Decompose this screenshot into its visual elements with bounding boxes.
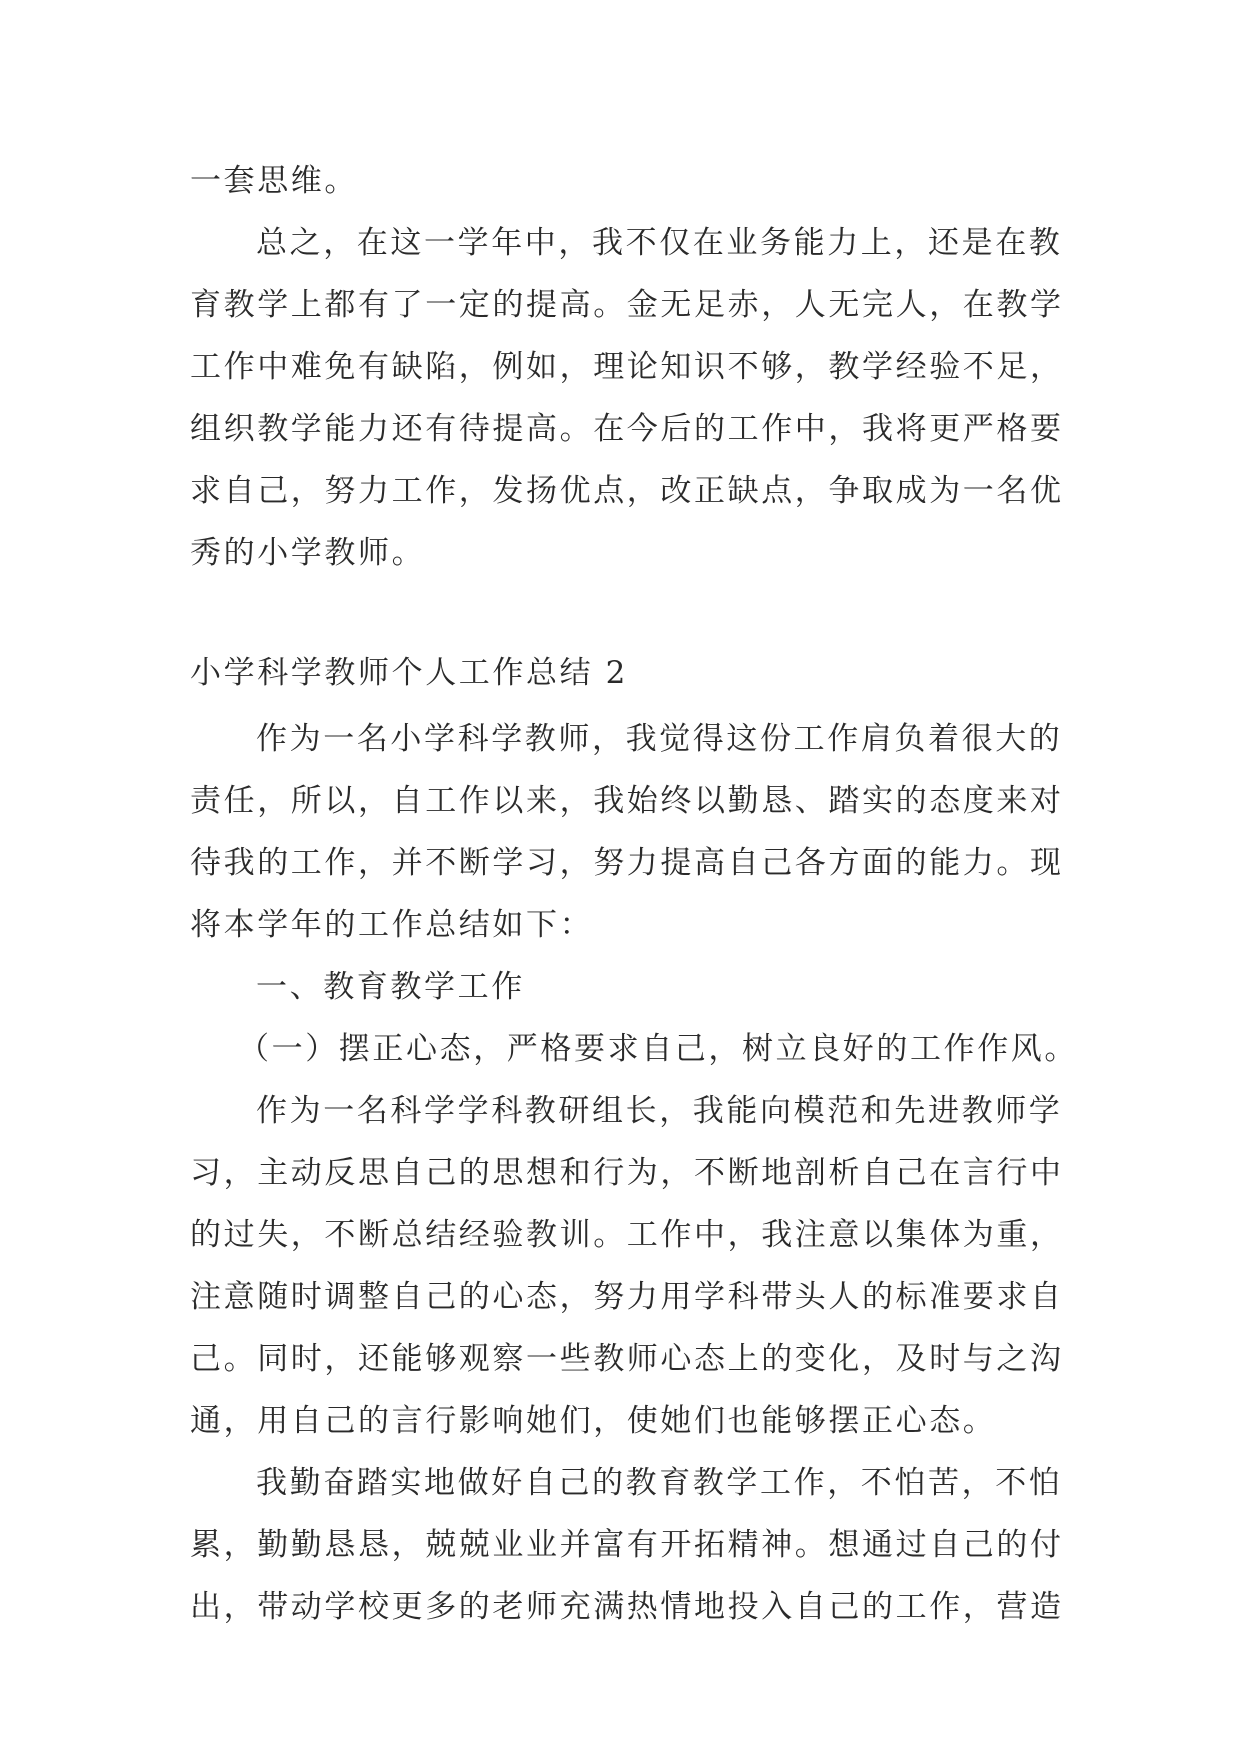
section-title: 小学科学教师个人工作总结 2 [190,655,628,691]
text-line: 累，勤勤恳恳，兢兢业业并富有开拓精神。想通过自己的付 [190,1527,1064,1563]
subheading: 一、教育教学工作 [256,969,525,1005]
text-line: 工作中难免有缺陷，例如，理论知识不够，教学经验不足， [190,349,1064,385]
paragraph-start: 我勤奋踏实地做好自己的教育教学工作，不怕苦，不怕 [256,1465,1063,1501]
text-line: 求自己，努力工作，发扬优点，改正缺点，争取成为一名优 [190,473,1064,509]
text-line: 责任，所以，自工作以来，我始终以勤恳、踏实的态度来对 [190,783,1064,819]
text-line: 注意随时调整自己的心态，努力用学科带头人的标准要求自 [190,1279,1064,1315]
text-line: 出，带动学校更多的老师充满热情地投入自己的工作，营造 [190,1589,1064,1625]
text-line: 通，用自己的言行影响她们，使她们也能够摆正心态。 [190,1403,997,1439]
text-line: 习，主动反思自己的思想和行为，不断地剖析自己在言行中 [190,1155,1064,1191]
subheading: （一）摆正心态，严格要求自己，树立良好的工作作风。 [238,1031,1078,1067]
document-body [190,150,1078,1638]
text-line: 秀的小学教师。 [190,535,426,571]
text-line: 组织教学能力还有待提高。在今后的工作中，我将更严格要 [190,411,1064,447]
paragraph-start: 作为一名小学科学教师，我觉得这份工作肩负着很大的 [256,721,1063,757]
paragraph-start: 作为一名科学学科教研组长，我能向模范和先进教师学 [256,1093,1063,1129]
text-line: 待我的工作，并不断学习，努力提高自己各方面的能力。现 [190,845,1064,881]
text-line: 一套思维。 [190,163,358,199]
text-line: 的过失，不断总结经验教训。工作中，我注意以集体为重， [190,1217,1064,1253]
text-line: 将本学年的工作总结如下： [190,907,594,943]
text-line: 己。同时，还能够观察一些教师心态上的变化，及时与之沟 [190,1341,1064,1377]
paragraph-start: 总之，在这一学年中，我不仅在业务能力上，还是在教 [256,225,1063,261]
text-line: 育教学上都有了一定的提高。金无足赤，人无完人，在教学 [190,287,1064,323]
section-gap [190,584,1070,638]
